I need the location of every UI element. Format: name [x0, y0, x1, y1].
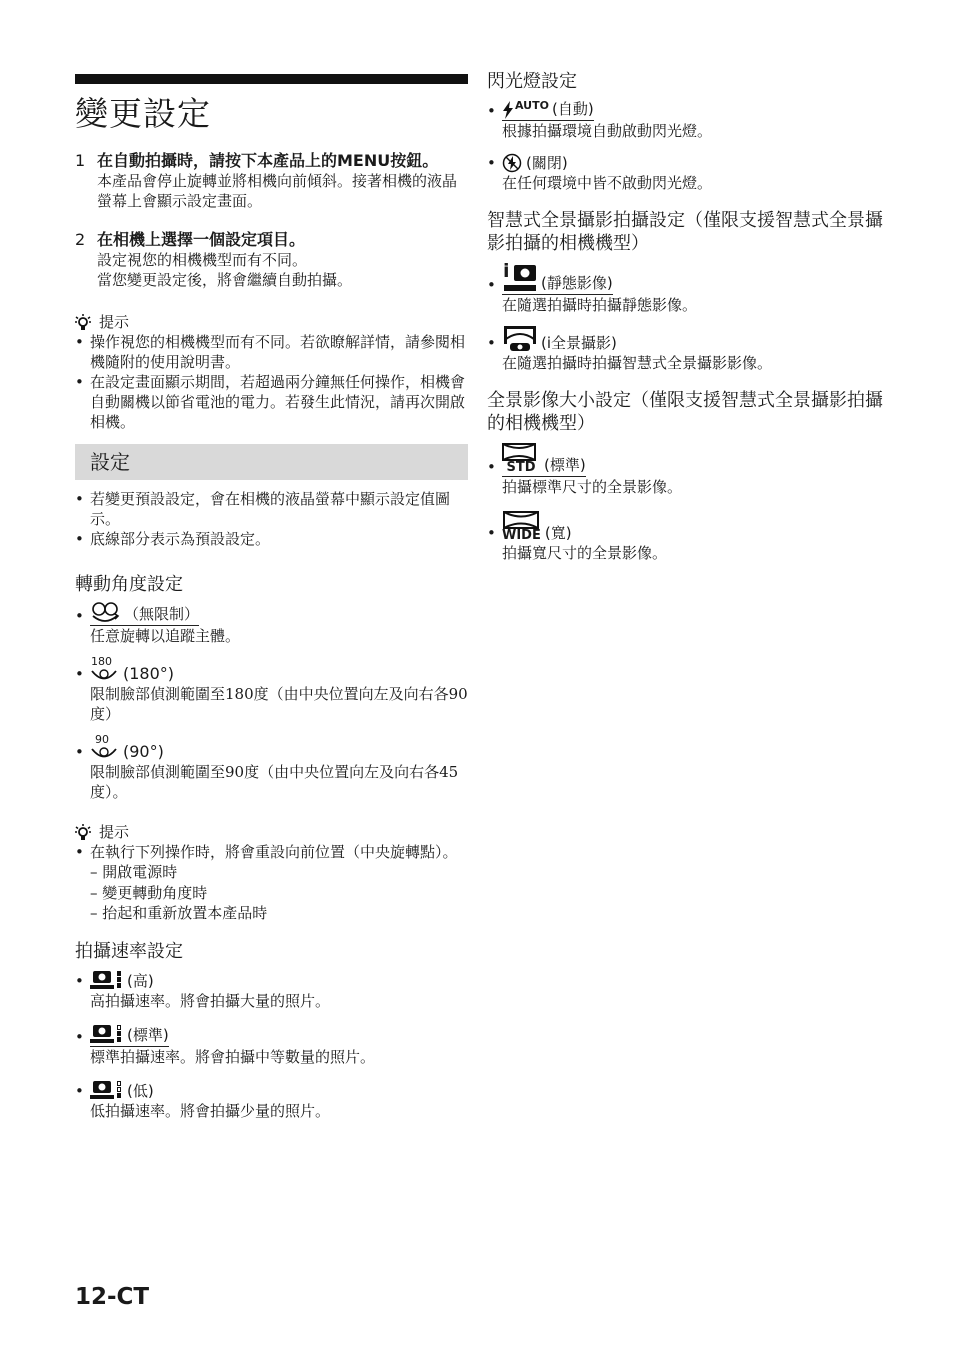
rotation-90-icon-text: 90 — [95, 733, 109, 746]
flash-option-auto: • AUTO (自動) 根據拍攝環境自動啟動閃光燈。 — [487, 99, 887, 141]
option-description: 拍攝寬尺寸的全景影像。 — [502, 544, 668, 562]
hint-block-2 — [75, 822, 468, 924]
rotation-heading: 轉動角度設定 — [75, 574, 183, 595]
step-1 — [75, 150, 468, 211]
step-body-line: 設定視您的相機機型而有不同。 — [97, 251, 308, 269]
list-item: • 在執行下列操作時，將會重設向前位置（中央旋轉點）。 — [75, 843, 458, 861]
rotation-option-180: • 180 (180°) 限制臉部偵測範圍至180度（由中央位置向左及向右各90度） — [75, 655, 468, 723]
option-label: (靜態影像) — [541, 274, 613, 292]
flash-auto-icon-text: AUTO — [515, 99, 549, 112]
sweep-heading: 智慧式全景攝影拍攝設定（僅限支援智慧式全景攝影拍攝的相機機型） — [487, 210, 883, 254]
step-number: 1 — [75, 151, 86, 170]
option-description: 在任何環境中皆不啟動閃光燈。 — [502, 174, 713, 192]
option-description: 限制臉部偵測範圍至90度（由中央位置向左及向右各45度）。 — [90, 763, 459, 801]
panorama-wide-icon-text: WIDE — [502, 528, 541, 543]
rate-option-high: • (高) 高拍攝速率。將會拍攝大量的照片。 — [75, 969, 468, 1011]
hint-block-1 — [75, 312, 468, 432]
option-label: (標準) — [127, 1025, 169, 1044]
sub-item: – 變更轉動角度時 — [90, 883, 208, 902]
rate-high-icon — [90, 969, 124, 991]
still-image-icon-text: i — [503, 260, 510, 282]
rotation-90-icon — [90, 746, 118, 762]
rotation-option-unlimited: • （無限制） 任意旋轉以追蹤主體。 — [75, 602, 468, 646]
option-label: (寬) — [544, 524, 572, 542]
option-label: (關閉) — [526, 154, 568, 172]
settings-notes — [75, 489, 468, 549]
flash-off-icon — [502, 153, 522, 173]
right-column — [487, 71, 887, 563]
rate-standard-icon — [90, 1023, 124, 1045]
page-title: 變更設定 — [75, 94, 211, 133]
list-item: • 在設定畫面顯示期間，若超過兩分鐘無任何操作，相機會自動關機以節省電池的電力。若發生此情況，請再次開啟相機。 — [75, 373, 466, 431]
sub-item: – 開啟電源時 — [90, 863, 178, 881]
panorama-standard-icon — [502, 443, 536, 461]
rate-heading: 拍攝速率設定 — [75, 940, 183, 962]
still-image-icon — [502, 260, 538, 293]
rate-option-low: • (低) 低拍攝速率。將會拍攝少量的照片。 — [75, 1079, 468, 1121]
flash-option-off: • (關閉) 在任何環境中皆不啟動閃光燈。 — [487, 153, 887, 193]
flash-heading: 閃光燈設定 — [487, 71, 577, 92]
step-number: 2 — [75, 230, 86, 249]
option-label: (高) — [127, 971, 154, 990]
lightbulb-icon — [75, 314, 91, 331]
rate-option-standard: • (標準) 標準拍攝速率。將會拍攝中等數量的照片。 — [75, 1023, 468, 1067]
option-description: 根據拍攝環境自動啟動閃光燈。 — [502, 122, 713, 140]
step-2 — [75, 229, 468, 290]
page-number: 12-CT — [75, 1284, 150, 1310]
option-description: 限制臉部偵測範圍至180度（由中央位置向左及向右各90度） — [90, 685, 468, 723]
list-item: • 底線部分表示為預設設定。 — [75, 530, 271, 548]
sub-item: – 抬起和重新放置本產品時 — [90, 904, 268, 922]
flash-auto-icon — [502, 101, 514, 119]
size-option-wide: • WIDE (寬) 拍攝寬尺寸的全景影像。 — [487, 511, 887, 563]
option-label: （無限制） — [124, 605, 200, 623]
size-option-standard: • STD (標準) 拍攝標準尺寸的全景影像。 — [487, 443, 887, 497]
hint-label: 提示 — [99, 823, 130, 841]
option-description: 標準拍攝速率。將會拍攝中等數量的照片。 — [90, 1047, 376, 1066]
option-label: (i全景攝影) — [541, 334, 617, 352]
option-description: 在隨選拍攝時拍攝靜態影像。 — [502, 296, 698, 314]
sweep-panorama-icon — [502, 325, 538, 353]
step-body-line: 當您變更設定後，將會繼續自動拍攝。 — [97, 271, 353, 289]
section-heading-settings: 設定 — [75, 444, 468, 480]
rotation-unlimited-icon — [90, 602, 120, 624]
step-heading: 在相機上選擇一個設定項目。 — [97, 230, 306, 249]
option-label: (180°) — [123, 664, 175, 683]
option-description: 低拍攝速率。將會拍攝少量的照片。 — [90, 1101, 331, 1120]
panorama-wide-icon — [503, 511, 539, 529]
sweep-option-panorama: • (i全景攝影) 在隨選拍攝時拍攝智慧式全景攝影影像。 — [487, 325, 887, 373]
sweep-option-still: • i (靜態影像) 在隨選拍攝時拍攝靜態影像。 — [487, 263, 887, 315]
option-description: 在隨選拍攝時拍攝智慧式全景攝影影像。 — [502, 354, 773, 372]
option-label: (90°) — [123, 742, 164, 761]
left-column — [75, 74, 468, 1121]
option-description: 拍攝標準尺寸的全景影像。 — [502, 478, 683, 496]
step-heading: 在自動拍攝時，請按下本產品上的MENU按鈕。 — [97, 151, 439, 170]
option-label: (低) — [127, 1081, 154, 1100]
title-rule — [75, 74, 468, 84]
rotation-180-icon — [90, 668, 118, 684]
step-body: 本產品會停止旋轉並將相機向前傾斜。接著相機的液晶螢幕上會顯示設定畫面。 — [97, 172, 458, 210]
option-label: (標準) — [544, 456, 586, 474]
panorama-standard-icon-text: STD — [506, 460, 536, 475]
rotation-180-icon-text: 180 — [91, 655, 112, 668]
option-description: 任意旋轉以追蹤主體。 — [90, 627, 241, 645]
size-heading: 全景影像大小設定（僅限支援智慧式全景攝影拍攝的相機機型） — [487, 390, 883, 434]
option-description: 高拍攝速率。將會拍攝大量的照片。 — [90, 991, 331, 1010]
rotation-option-90: • 90 (90°) 限制臉部偵測範圍至90度（由中央位置向左及向右各45度）。 — [75, 736, 468, 802]
rate-low-icon — [90, 1079, 124, 1101]
lightbulb-icon — [75, 824, 91, 841]
list-item: • 若變更預設設定，會在相機的液晶螢幕中顯示設定值圖示。 — [75, 490, 451, 528]
option-label: (自動) — [551, 100, 594, 118]
hint-label: 提示 — [99, 313, 130, 331]
list-item: • 操作視您的相機機型而有不同。若欲瞭解詳情，請參閱相機隨附的使用說明書。 — [75, 333, 466, 371]
